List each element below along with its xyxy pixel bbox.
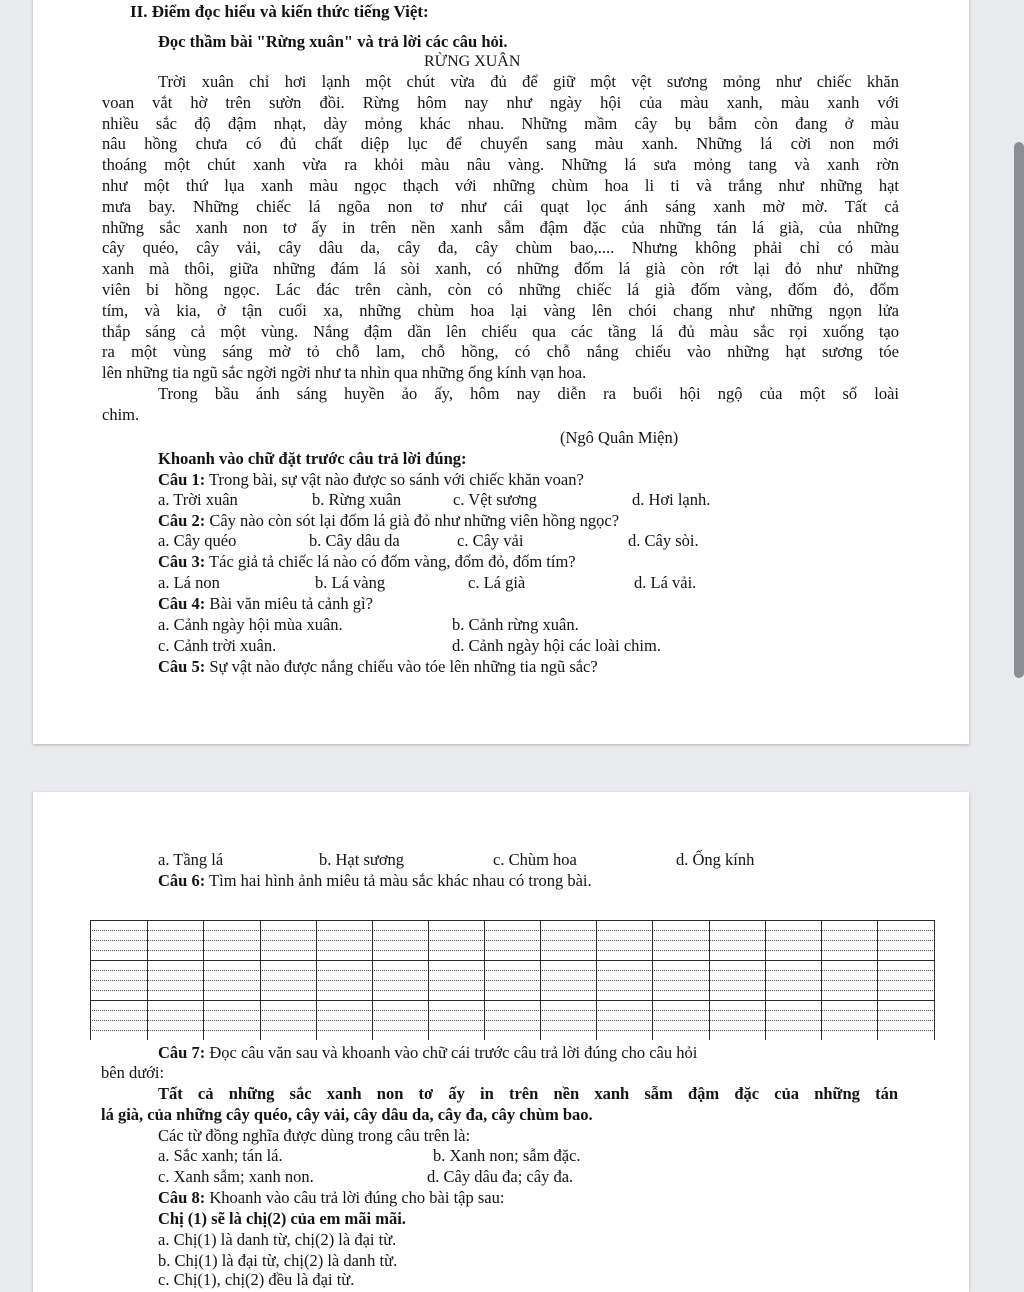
passage-line: mưa bay. Những chiếc lá ngõa non tơ như cái quạt lọc ánh sáng xanh mờ mờ. Tất cả [102, 196, 899, 216]
question-text: Cây nào còn sót lại đốm lá già đỏ như những viên hồng ngọc? [205, 511, 620, 530]
answer-option[interactable]: b. Xanh non; sẫm đặc. [433, 1146, 581, 1165]
scrollbar-thumb[interactable] [1014, 142, 1024, 678]
question-label: Câu 6: [158, 871, 206, 890]
answer-option[interactable]: a. Cây quéo [158, 531, 237, 550]
answer-option[interactable]: d. Hơi lạnh. [632, 490, 711, 509]
answer-option[interactable]: c. Cảnh trời xuân. [158, 636, 277, 655]
answer-option[interactable]: c. Chị(1), chị(2) đều là đại từ. [158, 1270, 355, 1289]
answer-option[interactable]: b. Hạt sương [319, 850, 405, 869]
grid-line [90, 970, 935, 971]
grid-column-line [709, 920, 710, 1040]
passage-line: thoáng một chút xanh vừa ra khỏi màu nâu vàng. Những lá sưa mỏng tang và xanh rờn [102, 155, 899, 175]
answer-option[interactable]: a. Chị(1) là danh từ, chị(2) là đại từ. [158, 1230, 397, 1249]
question-text: Bài văn miêu tả cảnh gì? [205, 594, 373, 613]
question-8 [158, 1188, 504, 1208]
passage-line: voan vắt hờ trên sườn đồi. Rừng hôm nay như ngày hội của màu xanh, màu xanh với [102, 92, 899, 112]
passage-line: viên bi hồng ngọc. Lác đác trên cành, còn có những chiếc lá già đốm vàng, đốm đỏ, đốm [102, 279, 899, 299]
question-label: Câu 7: [158, 1043, 206, 1062]
reading-instruction: Đọc thầm bài "Rừng xuân" và trả lời các câu hỏi. [158, 32, 508, 51]
passage-line: nâu hồng chưa có đủ chất diệp lục để chuyển sang màu xanh. Những lá cời non mới [102, 134, 899, 154]
answer-option[interactable]: c. Cây vải [457, 531, 524, 550]
question-1 [158, 470, 584, 490]
answer-option[interactable]: d. Lá vải. [634, 573, 697, 592]
answer-option[interactable]: d. Cảnh ngày hội các loài chim. [452, 636, 661, 655]
grid-column-line [147, 920, 148, 1040]
answer-option[interactable]: a. Trời xuân [158, 490, 238, 509]
question-label: Câu 4: [158, 594, 206, 613]
question-7-continued: bên dưới: [101, 1063, 165, 1082]
passage-line: Trời xuân chỉ hơi lạnh một chút vừa đủ để giữ một vệt sương mỏng như chiếc khăn [158, 72, 899, 91]
grid-line [90, 990, 935, 991]
question-8-sentence: Chị (1) sẽ là chị(2) của em mãi mãi. [158, 1209, 406, 1228]
passage-line: những sắc xanh non tơ ấy in trên nền xanh sẫm đậm đặc của những tán lá già, của những [102, 217, 899, 237]
passage-line: như một thứ lụa xanh màu ngọc thạch với những chùm hoa li ti và trắng như những hạt [102, 175, 899, 195]
answer-option[interactable]: b. Rừng xuân [312, 490, 402, 509]
answer-option[interactable]: b. Chị(1) là đại từ, chị(2) là danh từ. [158, 1251, 398, 1270]
answer-option[interactable]: d. Ống kính [676, 850, 755, 869]
grid-line [90, 930, 935, 931]
question-3 [158, 552, 576, 572]
grid-column-line [372, 920, 373, 1040]
question-text: Tìm hai hình ảnh miêu tả màu sắc khác nhau có trong bài. [205, 871, 592, 890]
grid-line [90, 1000, 935, 1001]
grid-line [90, 950, 935, 951]
answer-option[interactable]: d. Cây dâu đa; cây đa. [427, 1167, 574, 1186]
question-label: Câu 5: [158, 657, 206, 676]
answer-option[interactable]: c. Xanh sẫm; xanh non. [158, 1167, 314, 1186]
answer-option[interactable]: a. Cảnh ngày hội mùa xuân. [158, 615, 343, 634]
question-text: Khoanh vào câu trả lời đúng cho bài tập sau: [205, 1188, 505, 1207]
grid-column-line [203, 920, 204, 1040]
answer-option[interactable]: b. Lá vàng [315, 573, 386, 592]
passage-line: thắp sáng cả một vùng. Nắng đậm dần lên chiếu qua các tầng lá đủ màu sắc rọi xuống tạo [102, 321, 899, 341]
grid-column-line [484, 920, 485, 1040]
answer-option[interactable]: d. Cây sòi. [628, 531, 699, 550]
grid-line [90, 920, 935, 921]
grid-line [90, 960, 935, 961]
answer-option[interactable]: b. Cảnh rừng xuân. [452, 615, 579, 634]
passage-line: Trong bầu ánh sáng huyền ảo ấy, hôm nay diễn ra buổi hội ngộ của một số loài [158, 383, 899, 403]
quoted-sentence-line: lá già, của những cây quéo, cây vải, cây dâu da, cây đa, cây chùm bao. [101, 1105, 593, 1124]
question-label: Câu 8: [158, 1188, 206, 1207]
passage-line: ra một vùng sáng mờ tỏ chỗ lam, chỗ hồng, có chỗ nắng chiếu vào những hạt sương tóe [102, 342, 899, 362]
quoted-sentence-line [158, 1084, 898, 1104]
grid-column-line [877, 920, 878, 1040]
question-7 [158, 1043, 697, 1063]
grid-column-line [540, 920, 541, 1040]
grid-column-line [934, 920, 935, 1040]
question-6 [158, 871, 592, 891]
question-2 [158, 511, 619, 531]
passage-paragraph-1 [102, 72, 899, 426]
answer-option[interactable]: b. Cây dâu da [309, 531, 400, 550]
answer-writing-grid[interactable] [90, 920, 935, 1040]
question-text: Đọc câu văn sau và khoanh vào chữ cái trước câu trả lời đúng cho câu hỏi [205, 1043, 698, 1062]
grid-line [90, 940, 935, 941]
question-label: Câu 2: [158, 511, 206, 530]
answer-option[interactable]: c. Vệt sương [453, 490, 537, 509]
answer-option[interactable]: c. Chùm hoa [493, 850, 577, 869]
story-title: RỪNG XUÂN [424, 53, 521, 70]
question-text: Sự vật nào được nắng chiếu vào tóe lên những tia ngũ sắc? [205, 657, 598, 676]
author-credit: (Ngô Quân Miện) [560, 428, 679, 447]
passage-line: xanh mà thôi, giữa những đám lá sòi xanh, có những đốm lá già còn rớt lại đỏ như những [102, 259, 899, 279]
passage-line: tím, và kia, ở tận cuối xa, những chùm hoa lại vàng lên chói chang như những ngọn lửa [102, 300, 899, 320]
passage-line: lên những tia ngũ sắc ngời ngời như ta nhìn qua những ống kính vạn hoa. [102, 363, 587, 383]
passage-line: cây quéo, cây vải, cây dâu da, cây đa, cây chùm bao,.... Nhưng không phải chỉ có màu [102, 238, 899, 258]
answer-option[interactable]: a. Sắc xanh; tán lá. [158, 1146, 283, 1165]
question-7-prompt: Các từ đồng nghĩa được dùng trong câu trên là: [158, 1126, 471, 1145]
passage-line: nhiều sắc độ đậm nhạt, dày mỏng khác nhau. Những mầm cây bụ bẫm còn đang ở màu [102, 113, 899, 133]
task-heading: Khoanh vào chữ đặt trước câu trả lời đúng: [158, 449, 467, 468]
grid-column-line [652, 920, 653, 1040]
answer-option[interactable]: c. Lá già [468, 573, 526, 592]
question-text: Tác giả tả chiếc lá nào có đốm vàng, đốm đỏ, đốm tím? [205, 552, 576, 571]
grid-column-line [821, 920, 822, 1040]
grid-column-line [90, 920, 91, 1040]
question-4 [158, 594, 373, 614]
grid-line [90, 1010, 935, 1011]
grid-line [90, 1030, 935, 1031]
question-text: Trong bài, sự vật nào được so sánh với chiếc khăn voan? [205, 470, 584, 489]
quoted-sentence-text: Tất cả những sắc xanh non tơ ấy in trên nền xanh sẫm đậm đặc của những tán [158, 1084, 898, 1103]
question-label: Câu 3: [158, 552, 206, 571]
grid-line [90, 1020, 935, 1021]
grid-line [90, 980, 935, 981]
answer-option[interactable]: a. Lá non [158, 573, 220, 592]
section-heading: II. Điểm đọc hiểu và kiến thức tiếng Việt: [130, 2, 429, 21]
grid-column-line [596, 920, 597, 1040]
grid-column-line [260, 920, 261, 1040]
grid-column-line [428, 920, 429, 1040]
grid-column-line [765, 920, 766, 1040]
question-5 [158, 657, 598, 677]
passage-line: chim. [102, 404, 140, 424]
question-label: Câu 1: [158, 470, 206, 489]
grid-column-line [316, 920, 317, 1040]
answer-option[interactable]: a. Tầng lá [158, 850, 224, 869]
